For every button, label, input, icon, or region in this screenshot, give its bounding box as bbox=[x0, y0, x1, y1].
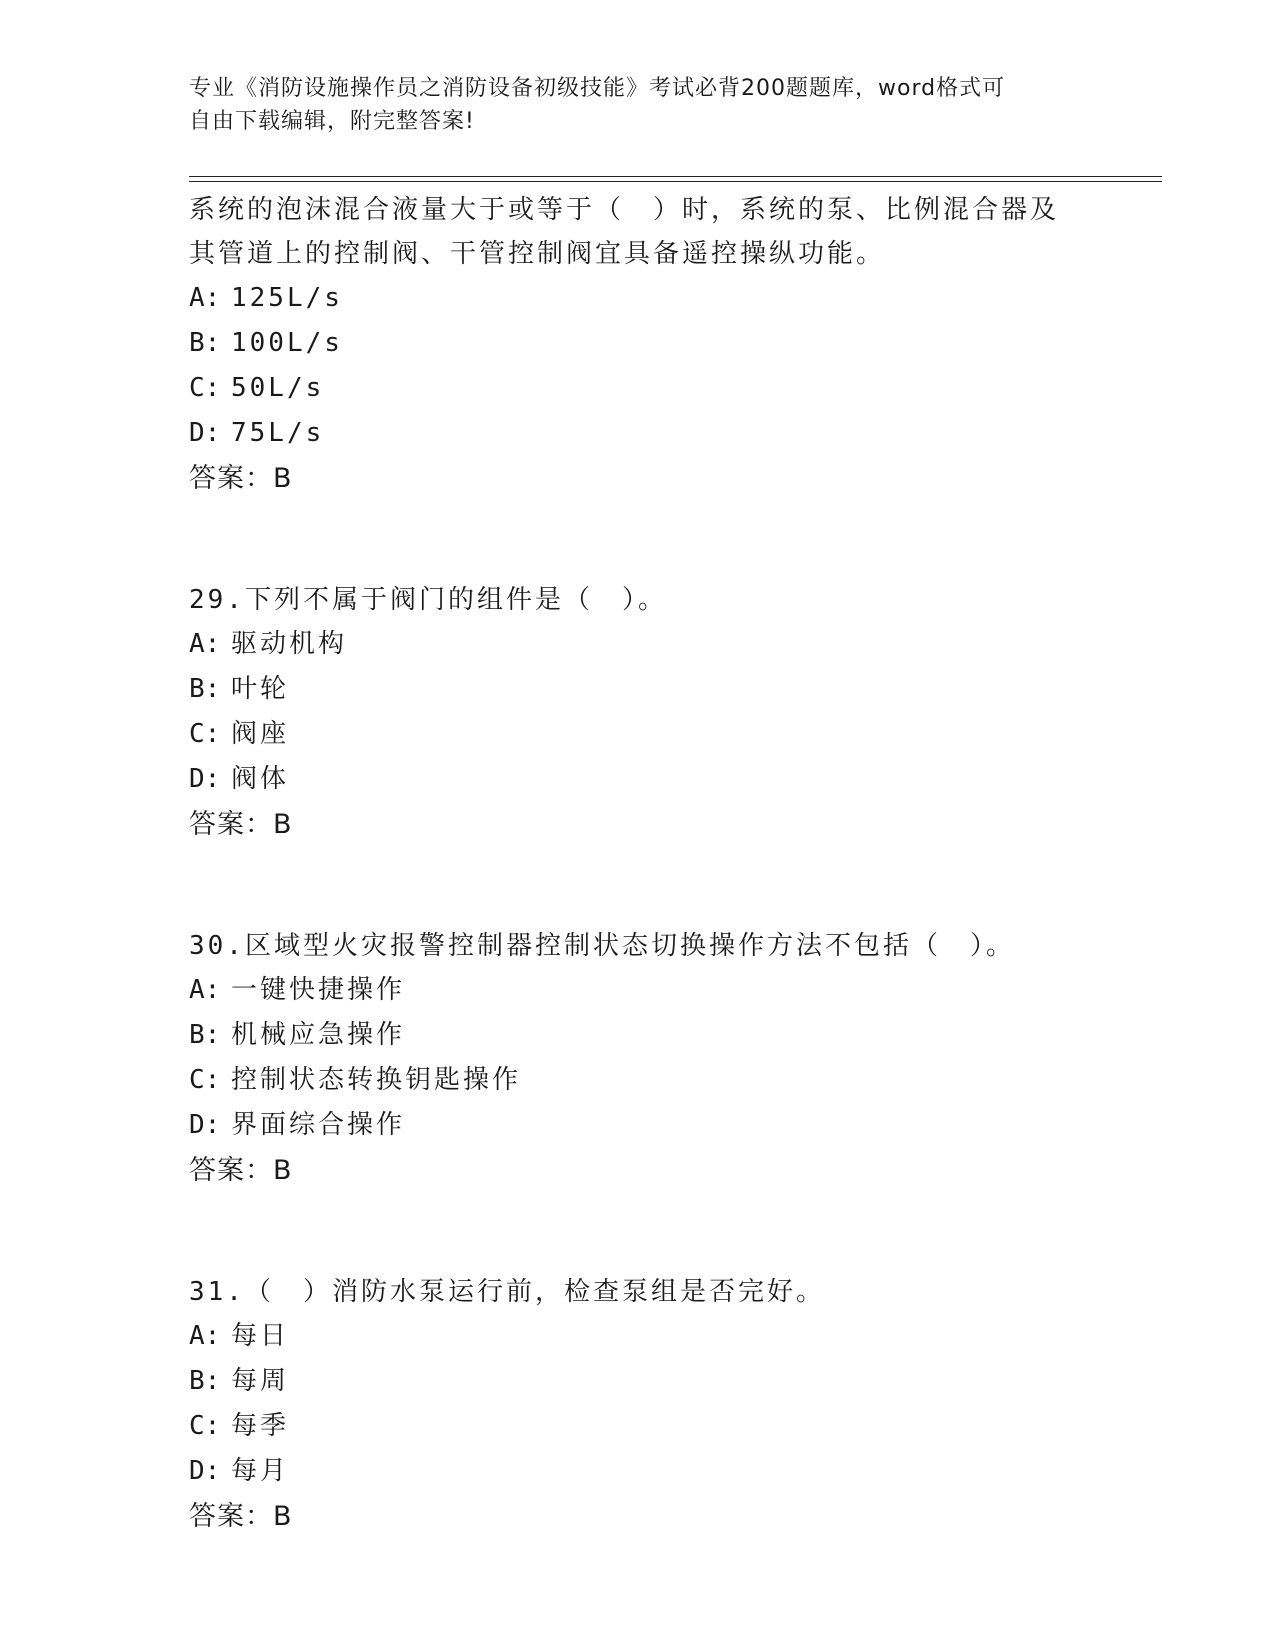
option-key: D: bbox=[189, 1456, 221, 1486]
option-text: 100L/s bbox=[231, 328, 343, 358]
header-line-2: 自由下载编辑，附完整答案! bbox=[189, 109, 475, 134]
option-text: 叶轮 bbox=[231, 674, 290, 704]
option-text: 阀座 bbox=[231, 719, 290, 749]
option-key: B: bbox=[189, 1020, 221, 1050]
option-d bbox=[189, 1449, 1119, 1494]
option-text: 每季 bbox=[231, 1411, 290, 1441]
option-text: 125L/s bbox=[231, 283, 343, 313]
option-key: B: bbox=[189, 1366, 221, 1396]
header-divider-top bbox=[189, 176, 1162, 177]
document-header bbox=[189, 72, 1089, 138]
option-c bbox=[189, 366, 1119, 411]
question-stem-line: 29.下列不属于阀门的组件是（ ）。 bbox=[189, 585, 667, 615]
option-key: A: bbox=[189, 283, 221, 313]
answer-line: 答案：B bbox=[189, 809, 293, 840]
question-spacer bbox=[189, 1194, 1119, 1270]
question-stem-line: 30.区域型火灾报警控制器控制状态切换操作方法不包括（ ）。 bbox=[189, 931, 1015, 961]
question-block bbox=[189, 578, 1119, 848]
option-a bbox=[189, 276, 1119, 321]
option-b bbox=[189, 321, 1119, 366]
option-key: A: bbox=[189, 629, 221, 659]
option-a bbox=[189, 1314, 1119, 1359]
option-a bbox=[189, 968, 1119, 1013]
question-block bbox=[189, 924, 1119, 1194]
option-key: A: bbox=[189, 975, 221, 1005]
option-c bbox=[189, 1404, 1119, 1449]
option-key: D: bbox=[189, 418, 221, 448]
question-list bbox=[189, 188, 1119, 1540]
option-key: D: bbox=[189, 1110, 221, 1140]
option-text: 一键快捷操作 bbox=[231, 975, 406, 1005]
question-stem-line: 其管道上的控制阀、干管控制阀宜具备遥控操纵功能。 bbox=[189, 239, 886, 269]
answer-line: 答案：B bbox=[189, 1155, 293, 1186]
header-line-1: 专业《消防设施操作员之消防设备初级技能》考试必背200题题库，word格式可 bbox=[189, 76, 1006, 101]
option-key: C: bbox=[189, 373, 221, 403]
question-spacer bbox=[189, 848, 1119, 924]
option-key: D: bbox=[189, 764, 221, 794]
answer-line: 答案：B bbox=[189, 463, 293, 494]
question-spacer bbox=[189, 502, 1119, 578]
option-c bbox=[189, 1058, 1119, 1103]
option-text: 阀体 bbox=[231, 764, 290, 794]
question-block bbox=[189, 188, 1119, 502]
option-key: C: bbox=[189, 719, 221, 749]
option-text: 每日 bbox=[231, 1321, 290, 1351]
question-block bbox=[189, 1270, 1119, 1540]
option-c bbox=[189, 712, 1119, 757]
option-text: 驱动机构 bbox=[231, 629, 348, 659]
option-text: 界面综合操作 bbox=[231, 1110, 406, 1140]
option-text: 每周 bbox=[231, 1366, 290, 1396]
option-key: B: bbox=[189, 674, 221, 704]
option-text: 50L/s bbox=[231, 373, 325, 403]
option-text: 机械应急操作 bbox=[231, 1020, 406, 1050]
question-stem-line: 31.（ ）消防水泵运行前，检查泵组是否完好。 bbox=[189, 1277, 825, 1307]
option-text: 每月 bbox=[231, 1456, 290, 1486]
option-b bbox=[189, 1013, 1119, 1058]
option-d bbox=[189, 411, 1119, 456]
option-a bbox=[189, 622, 1119, 667]
option-d bbox=[189, 757, 1119, 802]
option-text: 控制状态转换钥匙操作 bbox=[231, 1065, 522, 1095]
option-b bbox=[189, 1359, 1119, 1404]
option-key: A: bbox=[189, 1321, 221, 1351]
option-key: C: bbox=[189, 1065, 221, 1095]
option-b bbox=[189, 667, 1119, 712]
option-d bbox=[189, 1103, 1119, 1148]
question-stem-line: 系统的泡沫混合液量大于或等于（ ）时，系统的泵、比例混合器及 bbox=[189, 195, 1060, 225]
option-key: B: bbox=[189, 328, 221, 358]
header-divider-bottom bbox=[189, 181, 1162, 182]
answer-line: 答案：B bbox=[189, 1501, 293, 1532]
option-key: C: bbox=[189, 1411, 221, 1441]
option-text: 75L/s bbox=[231, 418, 325, 448]
